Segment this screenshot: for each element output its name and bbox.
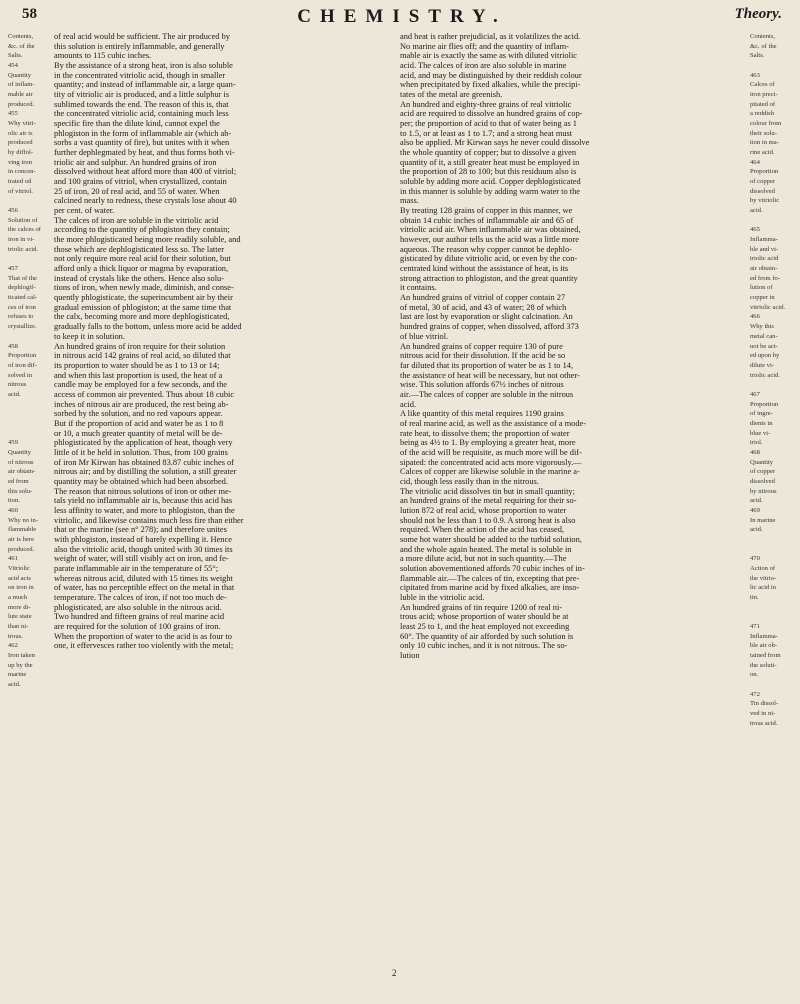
- margin-note: by nitrous: [750, 487, 777, 495]
- margin-note: dephlogif-: [8, 284, 36, 292]
- margin-note: dients in: [750, 419, 773, 427]
- margin-note: [8, 254, 52, 264]
- margin-note: 456: [8, 207, 18, 215]
- margin-note: 470: [750, 555, 760, 563]
- margin-note: 464: [750, 158, 760, 166]
- margin-note: the calces of: [8, 226, 41, 234]
- margin-note: &c. of the: [750, 42, 777, 50]
- text-line: acid, and may be distinguished by their reddish colour: [400, 70, 582, 80]
- margin-note: produced.: [8, 545, 35, 553]
- text-line: By treating 128 grains of copper in this manner, we: [400, 206, 573, 216]
- text-line: tals yield no inflammable air is, because this acid has: [54, 496, 233, 506]
- text-line: in nitrous acid 142 grains of real acid, so diluted that: [54, 351, 231, 361]
- margin-note: Iron taken: [8, 652, 35, 659]
- margin-note: Salts.: [8, 52, 23, 60]
- margin-note: 468: [750, 448, 760, 456]
- text-line: Calces of copper are likewise soluble in the marine a-: [400, 467, 580, 477]
- text-line: The calces of iron are soluble in the vitriolic acid: [54, 215, 219, 225]
- text-line: Two hundred and fifteen grains of real marine acid: [54, 612, 225, 622]
- text-line: the more phlogisticated being more readily soluble, and: [54, 235, 241, 245]
- text-line: in the concentrated vitriolic acid, though in smaller: [54, 70, 226, 80]
- margin-note: by diffol-: [8, 149, 33, 157]
- margin-note: 465: [750, 226, 760, 234]
- page-header: [22, 6, 782, 28]
- margin-note: of vitriol.: [8, 187, 33, 195]
- margin-note: the soluti-: [750, 661, 777, 669]
- margin-note: [750, 545, 794, 555]
- margin-note: Quantity: [750, 458, 774, 466]
- text-line: being as 4½ to 1. By employing a greater heat, more: [400, 438, 576, 448]
- text-line: acid. The calces of iron are also soluble in marine: [400, 61, 567, 71]
- text-line: lution 872 of real acid, whose proportion to water: [400, 505, 567, 515]
- text-line: tates of the metal are greenish.: [400, 90, 503, 100]
- text-line: sublimed towards the end. The reason of this is, that: [54, 99, 229, 109]
- text-line: required. When the action of the acid has ceased,: [400, 525, 565, 535]
- margin-note: olic air is: [8, 129, 33, 137]
- margin-note: 472: [750, 690, 760, 698]
- text-line: wise. This solution affords 67½ inches of nitrous: [400, 380, 564, 390]
- text-line: with phlogiston, instead of barely expelling it. Hence: [54, 534, 232, 544]
- text-line: lution: [400, 651, 420, 660]
- margin-note: 457: [8, 265, 18, 273]
- text-line: 25 of iron, 20 of real acid, and 55 of water. When: [54, 186, 220, 196]
- text-line: of real marine acid, as well as the assistance of a mode-: [400, 418, 587, 428]
- text-line: not only require more real acid for their solution, but: [54, 254, 231, 264]
- text-line: quantity; and instead of inflammable air, a large quan-: [54, 80, 236, 90]
- margin-note: [8, 419, 52, 429]
- text-line: of water, has no perceptible effect on the metal in that: [54, 583, 235, 593]
- text-line: solution abovementioned affords 70 cubic inches of in-: [400, 563, 585, 573]
- margin-note: tained from: [750, 652, 781, 659]
- margin-note: 462: [8, 642, 18, 650]
- margin-note: In marine: [750, 516, 776, 524]
- text-line: hundred grains of copper, when dissolved, afford 373: [400, 322, 579, 332]
- margin-note: 459: [8, 439, 18, 447]
- margin-note: not be act-: [750, 342, 778, 350]
- text-line: acid are required to dissolve an hundred grains of cop-: [400, 109, 583, 119]
- margin-note: than ni-: [8, 622, 29, 630]
- text-line: also the vitriolic acid, though united with 30 times its: [54, 544, 233, 554]
- text-line: access of common air prevented. Thus about 18 cubic: [54, 389, 235, 399]
- margin-note: copper in: [750, 294, 775, 302]
- margin-note: 466: [750, 313, 760, 321]
- margin-note: ed from fo-: [750, 274, 781, 282]
- margin-note: Contents,: [8, 33, 34, 40]
- margin-note: acid.: [8, 681, 21, 689]
- text-line: when precipitated by fixed alkalies, while the precipi-: [400, 80, 581, 90]
- margin-note: Quantity: [8, 448, 32, 456]
- margin-note: acid.: [750, 497, 763, 505]
- margin-note: 461: [8, 555, 18, 563]
- margin-note: a reddish: [750, 110, 774, 118]
- margin-note: [750, 61, 794, 71]
- margin-note: dilute vi-: [750, 361, 774, 369]
- margin-note: on.: [750, 671, 759, 679]
- margin-note: [8, 332, 52, 342]
- text-line: mable air is exactly the same as with diluted vitriolic: [400, 51, 577, 61]
- margin-note: Why this: [750, 323, 774, 331]
- margin-note: air is here: [8, 535, 34, 543]
- text-line: The vitriolic acid dissolves tin but in small quantity;: [400, 486, 575, 496]
- text-line: weight of water, will still visibly act on iron, and fe-: [54, 554, 229, 564]
- margin-note: Why vitri-: [8, 120, 36, 128]
- text-line: sorbs a vast quantity of fire), but unites with it when: [54, 138, 230, 148]
- margin-note: tion in ma-: [750, 139, 779, 147]
- right-margin-notes: [750, 32, 794, 728]
- text-line: calcined nearly to redness, these crystals lose about 40: [54, 196, 237, 206]
- margin-note: blue vi-: [750, 429, 771, 437]
- text-line: An hundred grains of vitriol of copper contain 27: [400, 293, 566, 303]
- margin-note: in concen-: [8, 168, 36, 176]
- margin-note: 469: [750, 506, 760, 514]
- margin-note: [750, 535, 794, 545]
- section-heading: Theory.: [734, 6, 782, 22]
- text-line: cid, though less easily than in the nitrous.: [400, 476, 539, 486]
- margin-note: pitated of: [750, 100, 776, 108]
- text-line: rate heat, to dissolve them; the proportion of water: [400, 428, 570, 438]
- margin-note: ble air ob-: [750, 642, 778, 650]
- margin-note: Contents,: [750, 33, 776, 40]
- text-line: of iron Mr Kirwan has obtained 83.87 cubic inches of: [54, 457, 235, 467]
- text-line: to 1.5, or at least as 1 to 1.7; and a strong heat must: [400, 128, 573, 138]
- margin-note: lic acid in: [750, 584, 776, 592]
- margin-note: Action of: [750, 564, 776, 572]
- margin-note: more di-: [8, 603, 31, 611]
- text-line: strong attraction to phlogiston, and the great quantity: [400, 273, 578, 283]
- margin-note: ble and vi-: [750, 245, 779, 253]
- text-line: one, it effervesces rather too violently with the metal;: [54, 641, 234, 651]
- margin-note: [750, 216, 794, 226]
- text-line: the calx, becoming more and more dephlogisticated,: [54, 312, 230, 322]
- margin-note: nitrous: [8, 381, 27, 389]
- margin-note: 471: [750, 622, 760, 630]
- text-line: An hundred grains of iron require for their solution: [54, 341, 226, 351]
- text-line: amounts to 115 cubic inches.: [54, 51, 152, 61]
- margin-note: dissolved: [750, 187, 775, 195]
- text-line: of blue vitriol.: [400, 331, 449, 341]
- margin-note: a much: [8, 593, 28, 601]
- margin-note: Salts.: [750, 52, 765, 60]
- margin-note: of copper: [750, 468, 776, 476]
- text-line: less affinity to water, and more to phlogiston, than the: [54, 505, 235, 515]
- text-line: the proportion of 28 to 100; but this residuum also is: [400, 167, 577, 177]
- margin-note: tin.: [750, 593, 759, 601]
- text-line: candle may be employed for a few seconds, and the: [54, 380, 228, 390]
- text-line: quently phlogisticate, the superincumbent air by their: [54, 293, 233, 303]
- margin-note: of copper: [750, 178, 776, 186]
- text-line: afford only a thick liquor or magma by evaporation,: [54, 264, 229, 274]
- margin-note: of nitrous: [8, 458, 34, 466]
- margin-note: acid.: [750, 526, 763, 534]
- left-margin-notes: [8, 32, 52, 690]
- margin-note: rine acid.: [750, 149, 775, 157]
- text-line: dissolved without heat afford more than 400 of vitriol;: [54, 167, 237, 177]
- text-line: No marine air flies off; and the quantity of inflam-: [400, 41, 569, 51]
- margin-note: ving iron: [8, 158, 32, 166]
- text-line: 60°. The quantity of air afforded by such solution is: [400, 631, 574, 641]
- text-line: nitrous acid for their dissolution. If the acid be so: [400, 351, 566, 361]
- text-line: its proportion to water should be as 1 to 13 or 14;: [54, 360, 220, 370]
- margin-note: marine: [8, 671, 27, 679]
- printer-signature: 2: [392, 968, 397, 978]
- margin-note: Inflamma-: [750, 632, 778, 640]
- text-line: obtain 14 cubic inches of inflammable air and 65 of: [400, 215, 574, 225]
- margin-note: up by the: [8, 661, 33, 669]
- margin-note: 455: [8, 110, 18, 118]
- margin-note: produced.: [8, 100, 35, 108]
- margin-note: triol.: [750, 439, 763, 447]
- margin-note: Solution of: [8, 216, 38, 224]
- margin-note: triolic acid.: [8, 245, 39, 253]
- text-line: per; the proportion of acid to that of water being as 1: [400, 119, 577, 129]
- text-line: gradually falls to the bottom, unless more acid be added: [54, 322, 242, 332]
- margin-note: produced: [8, 139, 33, 147]
- margin-note: triolic acid.: [750, 371, 781, 379]
- text-line: But if the proportion of acid and water be as 1 to 8: [54, 418, 224, 428]
- text-line: however, our author tells us the acid was a little more: [400, 235, 579, 245]
- text-line: only 10 cubic inches, and it is not nitrous. The so-: [400, 641, 568, 651]
- text-line: an hundred grains of the metal requiring for their so-: [400, 496, 577, 506]
- text-line: sipated: the concentrated acid acts more vigorously.—: [400, 457, 582, 467]
- margin-note: lution of: [750, 284, 773, 292]
- margin-note: ticated cal-: [8, 294, 38, 302]
- left-column-text: [54, 32, 388, 651]
- margin-note: [8, 429, 52, 439]
- text-line: centrated kind without the assistance of heat, is its: [400, 264, 569, 274]
- text-line: least 25 to 1, and the heat employed not exceeding: [400, 621, 570, 631]
- text-line: By the assistance of a strong heat, iron is also soluble: [54, 61, 233, 71]
- margin-note: Vitriolic: [8, 564, 30, 572]
- text-line: triolic air and sulphur. An hundred grains of iron: [54, 157, 217, 167]
- text-line: and the whole again heated. The metal is soluble in: [400, 544, 572, 554]
- margin-note: Quantity: [8, 71, 32, 79]
- text-line: tions of iron, when newly made, diminish, and conse-: [54, 283, 234, 293]
- page-number: 58: [22, 6, 37, 22]
- text-line: of the acid will be requisite, as much more will be dif-: [400, 447, 582, 457]
- text-line: An hundred grains of tin require 1200 of real ni-: [400, 602, 563, 612]
- margin-note: Calces of: [750, 81, 775, 89]
- text-line: When the proportion of water to the acid is as four to: [54, 631, 232, 641]
- text-line: An hundred and eighty-three grains of real vitriolic: [400, 99, 572, 109]
- margin-note: Why no in-: [8, 516, 39, 524]
- text-line: the concentrated vitriolic acid, containing much less: [54, 109, 229, 119]
- text-line: and when this last proportion is used, the heat of a: [54, 370, 223, 380]
- text-line: and heat is rather prejudicial, as it volatilizes the acid.: [400, 32, 581, 41]
- text-line: luble in the vitriolic acid.: [400, 592, 485, 602]
- margin-note: colour from: [750, 120, 782, 128]
- margin-note: metal can-: [750, 332, 778, 340]
- text-line: inches of nitrous air are produced, the rest being ab-: [54, 399, 229, 409]
- text-line: are required for the solution of 100 grains of iron.: [54, 621, 221, 631]
- right-column-text: [400, 32, 746, 661]
- margin-note: iron preci-: [750, 91, 778, 99]
- text-line: the whole quantity of copper; but to dissolve a given: [400, 148, 577, 158]
- margin-note: of ingre-: [750, 410, 773, 418]
- text-line: the assistance of heat will be necessary, but not other-: [400, 370, 580, 380]
- text-line: phlogisticated, are also soluble in the nitrous acid.: [54, 602, 222, 612]
- text-line: parate inflammable air in the temperature of 55°;: [54, 563, 219, 573]
- margin-note: air obtain-: [8, 468, 36, 476]
- text-line: phlogisticated by the application of heat, though very: [54, 438, 233, 448]
- margin-note: air obtain-: [750, 265, 778, 273]
- text-line: per cent. of water.: [54, 206, 115, 216]
- margin-note: 460: [8, 506, 18, 514]
- margin-note: 467: [750, 390, 760, 398]
- margin-note: Proportion: [750, 168, 779, 176]
- text-line: or 10, a much greater quantity of metal will be de-: [54, 428, 223, 438]
- text-line: mass.: [400, 196, 419, 206]
- margin-note: by vitriolic: [750, 197, 780, 205]
- margin-note: refuses to: [8, 313, 34, 321]
- margin-note: vitriolic acid.: [750, 303, 786, 311]
- text-line: aqueous. The reason why copper cannot be dephlo-: [400, 244, 572, 254]
- text-line: some hot water should be added to the turbid solution,: [400, 534, 582, 544]
- margin-note: iron in vi-: [8, 236, 35, 244]
- text-line: An hundred grains of copper require 130 of pure: [400, 341, 563, 351]
- text-line: air.—The calces of copper are soluble in the nitrous: [400, 389, 574, 399]
- text-line: whereas nitrous acid, diluted with 15 times its weight: [54, 573, 233, 583]
- margin-note: [750, 612, 794, 622]
- text-line: acid.: [400, 399, 417, 409]
- margin-note: solved in: [8, 371, 32, 379]
- margin-note: 458: [8, 342, 18, 350]
- margin-note: on iron in: [8, 584, 34, 592]
- text-line: nitrous air; and by distilling the solution, a still greater: [54, 467, 237, 477]
- text-line: The reason that nitrous solutions of iron or other me-: [54, 486, 232, 496]
- text-line: it contains.: [400, 283, 437, 293]
- text-line: trous acid; whose proportion of water should be at: [400, 612, 569, 622]
- margin-note: ved in ni-: [750, 710, 776, 718]
- text-line: of metal, 30 of acid, and 43 of water; 28 of which: [400, 302, 567, 312]
- margin-note: mable air: [8, 91, 33, 99]
- text-line: quantity may be obtained which had been absorbed.: [54, 476, 228, 486]
- text-line: a more dilute acid, but not in such quantity.—The: [400, 554, 567, 564]
- text-line: gisticated by dilute vitriolic acid, or even by the con-: [400, 254, 578, 264]
- margin-note: acid.: [8, 390, 21, 398]
- running-title: CHEMISTRY.: [297, 6, 507, 27]
- margin-note: That of the: [8, 274, 37, 282]
- text-line: to keep it in solution.: [54, 331, 125, 341]
- text-line: flammable air.—The calces of tin, excepting that pre-: [400, 573, 580, 583]
- text-line: sorbed by the solution, and no red vapours appear.: [54, 409, 223, 419]
- text-line: and 100 grains of vitriol, when crystallized, contain: [54, 177, 227, 187]
- margin-note: [8, 400, 52, 410]
- margin-note: dissolved: [750, 477, 775, 485]
- margin-note: [8, 409, 52, 419]
- text-line: last are lost by evaporation or slight calcination. An: [400, 312, 573, 322]
- margin-note: trated oil: [8, 178, 32, 186]
- margin-note: this solu-: [8, 487, 33, 495]
- margin-note: acid acts: [8, 574, 31, 582]
- text-line: in this manner is soluble by adding warm water to the: [400, 186, 581, 196]
- text-line: should not be less than 1 to 0.9. A strong heat is also: [400, 515, 576, 525]
- margin-note: ces of iron: [8, 303, 36, 311]
- margin-note: ed upon by: [750, 352, 780, 360]
- text-line: phlogiston in the form of inflammable air (which ab-: [54, 128, 232, 138]
- text-line: temperature. The calces of iron, if not too much de-: [54, 592, 227, 602]
- margin-note: the vitrio-: [750, 574, 777, 582]
- margin-note: ed from: [8, 477, 29, 485]
- margin-note: of iron dif-: [8, 361, 37, 369]
- text-line: that or the marine (see n° 278); and therefore unites: [54, 525, 227, 535]
- margin-note: trous acid.: [750, 719, 778, 727]
- text-line: cipitated from marine acid by fixed alkalies, are inso-: [400, 583, 580, 593]
- text-line: specific fire than the dilute kind, cannot expel the: [54, 119, 220, 129]
- text-line: far diluted that its proportion of water be as 1 to 14,: [400, 360, 574, 370]
- margin-note: Proportion: [8, 352, 37, 360]
- margin-note: tion.: [8, 497, 20, 505]
- text-line: tity of vitriolic air is produced, and a little sulphur is: [54, 90, 230, 100]
- margin-note: &c. of the: [8, 42, 35, 50]
- margin-note: 463: [750, 71, 760, 79]
- text-line: gradual emission of phlogiston; at the same time that: [54, 302, 232, 312]
- margin-note: triolic acid: [750, 255, 779, 263]
- margin-note: [8, 196, 52, 206]
- text-line: soluble by adding more acid. Copper dephlogisticated: [400, 177, 581, 187]
- text-line: further dephlegmated by heat, and thus forms both vi-: [54, 148, 235, 158]
- text-line: also be applied. Mr Kirwan says he never could dissolve: [400, 138, 590, 148]
- margin-note: of inflam-: [8, 81, 35, 89]
- text-line: vitriolic acid air. When inflammable air was obtained,: [400, 225, 581, 235]
- text-line: according to the quantity of phlogiston they contain;: [54, 225, 230, 235]
- margin-note: Proportion: [750, 400, 779, 408]
- text-line: quantity of it, a still greater heat must be employed in: [400, 157, 580, 167]
- margin-note: crystallize.: [8, 323, 37, 331]
- text-line: those which are dephlogisticated less so. The latter: [54, 244, 225, 254]
- text-line: vitriolic, and likewise contains much less fire than either: [54, 515, 244, 525]
- text-line: of real acid would be sufficient. The air produced by: [54, 32, 230, 41]
- text-line: this solution is entirely inflammable, and generally: [54, 41, 225, 51]
- margin-note: [750, 680, 794, 690]
- margin-note: acid.: [750, 207, 763, 215]
- margin-note: lute state: [8, 613, 32, 621]
- margin-note: their solu-: [750, 129, 777, 137]
- text-line: instead of crystals like the others. Hence also solu-: [54, 273, 225, 283]
- margin-note: flammable: [8, 526, 37, 534]
- margin-note: [750, 380, 794, 390]
- text-line: A like quantity of this metal requires 1190 grains: [400, 409, 564, 419]
- margin-note: trous.: [8, 632, 23, 640]
- margin-note: Inflamma-: [750, 236, 778, 244]
- margin-note: 454: [8, 62, 18, 70]
- margin-note: Tin dissol-: [750, 700, 779, 708]
- margin-note: [750, 603, 794, 613]
- text-line: little of it be held in solution. Thus, from 100 grains: [54, 447, 228, 457]
